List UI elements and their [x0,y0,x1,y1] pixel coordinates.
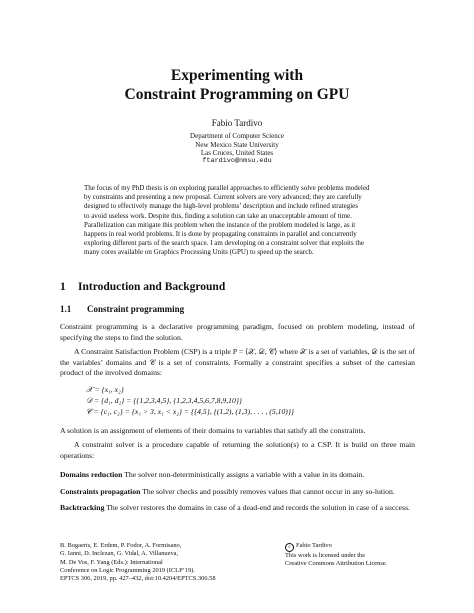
title-line-2: Constraint Programming on GPU [124,86,350,103]
definition-term: Backtracking [60,503,105,513]
math-line: 𝒳 = {x₁, x₂} [86,385,124,394]
affiliation-line: Department of Computer Science [190,132,284,140]
section-title: Introduction and Background [78,281,226,293]
paragraph-text: A solution is an assignment of elements of their domains to variables that satisfy all the constraints. [60,426,366,435]
definition-term: Domains reduction [60,470,123,479]
definition-text: The solver checks and possibly removes values that cannot occur in any so-lution. [142,486,395,496]
affiliation-line: New Mexico State University [195,140,279,149]
definition-item [60,470,415,481]
section-heading [60,281,225,293]
copyright-icon: c [285,543,294,552]
footer-line [285,542,425,552]
paragraph-text: A Constraint Satisfaction Problem (CSP) is a triple P = ⟨𝒳, 𝒟, 𝒞⟩ where 𝒳 is a set of variables, 𝒟 is the set of the variables’ domains and 𝒞 is a set of constraints. Formally a constraint specifies a subset of the cartesian product of the involved domains: [60,347,415,378]
math-line: 𝒟 = {d₁, d₂} = {{1,2,3,4,5}, {1,2,3,4,5,6,7,8,9,10}} [86,396,242,405]
abstract-line: Parallelization can mitigate this problem when the instance of the problem modeled is large, as it [84,220,356,229]
copyright-holder: Fabio Tardivo [296,542,332,549]
subsection-heading [60,304,184,314]
paragraph [60,426,415,437]
paragraph [60,347,415,379]
abstract-line: happens in real world problems. It is done by propagating constraints in parallel and concurrently [84,230,357,239]
definition-text: The solver non-deterministically assigns a variable with a value in its domain. [124,470,365,479]
affiliation [0,132,474,158]
footer-line: EPTCS 306, 2019, pp. 427–432, doi:10.4204/EPTCS.306.58 [60,575,216,583]
definition-item [60,503,415,514]
definition-text: The solver restores the domains in case of a dead-end and records the solution in case of a success. [106,503,410,513]
footer-license [285,542,425,569]
abstract-line: by constraints and presenting a new proposal. Current solvers are very advanced; they are carefully [84,193,362,202]
abstract-line: designed to effectively manage the high-level problems’ description and include refined strategies [84,202,359,211]
definition-term: Constraints propagation [60,486,141,496]
abstract-line: many cores available on Graphics Processing Units (GPU) to speed up the search. [84,248,314,257]
footer-citation [60,542,280,583]
subsection-title: Constraint programming [87,304,185,314]
abstract [84,184,390,258]
footer-line: M. De Vos, F. Yang (Eds.): International [60,558,163,566]
footer-line: This work is licensed under the [285,552,366,559]
paragraph [60,440,415,461]
affiliation-line: Las Cruces, United States [200,149,274,158]
author-email: ftardivo@nmsu.edu [202,157,272,165]
title-line-1: Experimenting with [170,67,304,84]
math-line: 𝒞 = {c₁, c₂} = {x₁ > 3, x₁ < x₂} = {{4,5}, {(1,2), (1,3), . . . , (5,10)}} [86,407,295,416]
subsection-number: 1.1 [60,304,72,314]
abstract-line: exploring different parts of the search space. I am developing on a constraint solver that exploits the [84,239,364,248]
abstract-line: to avoid useless work. Despite this, finding a solution can take an unacceptable amount of time. [84,211,352,220]
footer-line: G. Ianni, D. Inclezan, G. Vidal, A. Villanueva, [60,550,179,558]
footer-line: B. Bogaerts, E. Erdem, P. Fodor, A. Formisano, [60,542,182,549]
paper-title [0,66,474,104]
math-display [86,384,294,417]
footer-line: Creative Commons Attribution License. [285,560,388,568]
footer-line: Conference on Logic Programming 2019 (ICLP’19). [60,566,195,574]
abstract-line: The focus of my PhD thesis is on exploring parallel approaches to efficiently solve problems modeled [84,184,370,192]
author-name: Fabio Tardivo [211,118,263,128]
paragraph [60,322,415,343]
definition-item [60,487,415,498]
section-number: 1 [60,281,66,293]
paragraph-text: A constraint solver is a procedure capable of returning the solution(s) to a CSP. It is build on three main operations: [60,440,415,460]
definition-list [60,470,415,520]
paragraph-text: Constraint programming is a declarative programming paradigm, focused on problem modeling, instead of specifying the steps to find the solution. [60,322,415,342]
